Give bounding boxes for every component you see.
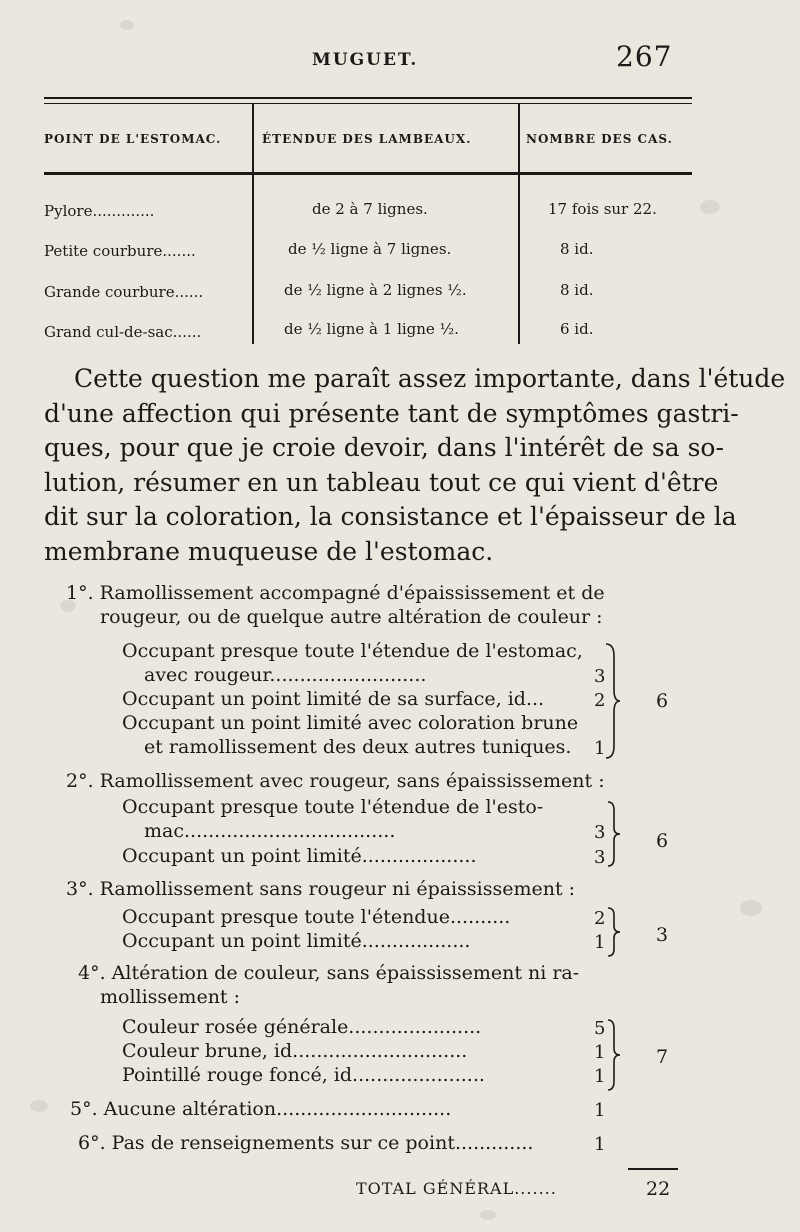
summary-count: 2	[594, 690, 606, 711]
summary-heading-3: 3°. Ramollissement sans rougeur ni épaississement :	[66, 878, 576, 900]
grand-total-label: TOTAL GÉNÉRAL.......	[356, 1179, 557, 1198]
table-cell-point: Petite courbure.......	[44, 242, 196, 260]
grand-total-value: 22	[646, 1178, 671, 1200]
summary-heading-4-cont: mollissement :	[100, 986, 241, 1008]
table-cell-nombre: 17 fois sur 22.	[548, 200, 657, 218]
curly-brace-icon	[606, 800, 622, 868]
paragraph-line: membrane muqueuse de l'estomac.	[44, 536, 494, 566]
paper-speck	[740, 900, 762, 916]
table-cell-nombre: 8 id.	[560, 240, 594, 258]
summary-subtotal: 7	[656, 1046, 669, 1068]
column-header-nombre: NOMBRE DES CAS.	[526, 132, 673, 146]
table-cell-etendue: de ½ ligne à 2 lignes ½.	[284, 281, 467, 299]
summary-subtotal: 6	[656, 690, 669, 712]
total-rule	[628, 1168, 678, 1170]
body-paragraph	[44, 362, 786, 569]
summary-count: 1	[594, 1134, 606, 1155]
summary-item: Occupant un point limité de sa surface, id...	[122, 688, 545, 710]
table-top-rule	[44, 97, 692, 99]
summary-subtotal: 3	[656, 924, 669, 946]
summary-item: Occupant presque toute l'étendue de l'esto-	[122, 796, 544, 818]
paragraph-line: Cette question me paraît assez importante, dans l'étude	[74, 364, 786, 393]
paper-speck	[30, 1100, 48, 1112]
summary-item: Occupant un point limité avec coloration brune	[122, 712, 579, 734]
table-cell-point: Grande courbure......	[44, 283, 204, 301]
summary-count: 3	[594, 847, 606, 868]
paragraph-line: dit sur la coloration, la consistance et l'épaisseur de la	[44, 502, 737, 531]
summary-count: 1	[594, 738, 606, 759]
summary-item: Couleur brune, id.............................	[122, 1040, 468, 1062]
summary-subtotal: 6	[656, 830, 669, 852]
page-number: 267	[616, 40, 673, 73]
paper-speck	[700, 200, 720, 214]
summary-count: 3	[594, 666, 606, 687]
summary-item: Occupant presque toute l'étendue..........	[122, 906, 511, 928]
table-cell-etendue: de 2 à 7 lignes.	[312, 200, 428, 218]
table-cell-nombre: 8 id.	[560, 281, 594, 299]
table-header-rule	[44, 172, 692, 175]
curly-brace-icon	[606, 906, 622, 958]
summary-heading-1-cont: rougeur, ou de quelque autre altération de couleur :	[100, 606, 603, 628]
summary-item: Occupant presque toute l'étendue de l'estomac,	[122, 640, 583, 662]
paragraph-line: ques, pour que je croie devoir, dans l'intérêt de sa so-	[44, 433, 724, 462]
table-column-divider	[518, 104, 520, 344]
summary-count: 1	[594, 1042, 606, 1063]
paragraph-line: lution, résumer en un tableau tout ce qui vient d'être	[44, 467, 719, 497]
summary-count: 2	[594, 908, 606, 929]
summary-item-cont: mac...................................	[144, 820, 396, 842]
table-cell-etendue: de ½ ligne à 1 ligne ½.	[284, 320, 459, 338]
summary-count: 3	[594, 822, 606, 843]
column-header-point: POINT DE L'ESTOMAC.	[44, 132, 222, 146]
summary-item: Occupant un point limité..................	[122, 930, 471, 952]
summary-heading-5: 5°. Aucune altération.............................	[70, 1098, 452, 1120]
summary-item: Couleur rosée générale......................	[122, 1016, 482, 1038]
table-cell-nombre: 6 id.	[560, 320, 594, 338]
summary-heading-2: 2°. Ramollissement avec rougeur, sans épaississement :	[66, 770, 605, 792]
summary-item: Pointillé rouge foncé, id......................	[122, 1064, 485, 1086]
summary-count: 1	[594, 932, 606, 953]
table-cell-point: Grand cul-de-sac......	[44, 323, 202, 341]
table-column-divider	[252, 104, 254, 344]
paragraph-line: d'une affection qui présente tant de symptômes gastri-	[44, 398, 739, 428]
summary-count: 1	[594, 1066, 606, 1087]
table-cell-point: Pylore.............	[44, 202, 155, 220]
summary-count: 1	[594, 1100, 606, 1121]
table-cell-etendue: de ½ ligne à 7 lignes.	[288, 240, 452, 258]
paper-speck	[480, 1210, 496, 1220]
paper-speck	[120, 20, 134, 30]
summary-heading-1: 1°. Ramollissement accompagné d'épaississement et de	[66, 582, 605, 604]
summary-heading-4: 4°. Altération de couleur, sans épaississement ni ra-	[78, 962, 580, 984]
summary-item: Occupant un point limité...................	[122, 845, 477, 867]
column-header-etendue: ÉTENDUE DES LAMBEAUX.	[262, 132, 472, 146]
summary-item-cont: avec rougeur..........................	[144, 664, 427, 686]
table-top-rule-thin	[44, 103, 692, 104]
summary-heading-6: 6°. Pas de renseignements sur ce point.............	[78, 1132, 534, 1154]
running-header: MUGUET.	[312, 50, 419, 70]
summary-count: 5	[594, 1018, 606, 1039]
curly-brace-icon	[604, 642, 622, 760]
summary-item-cont: et ramollissement des deux autres tuniques.	[144, 736, 572, 758]
curly-brace-icon	[606, 1018, 622, 1092]
